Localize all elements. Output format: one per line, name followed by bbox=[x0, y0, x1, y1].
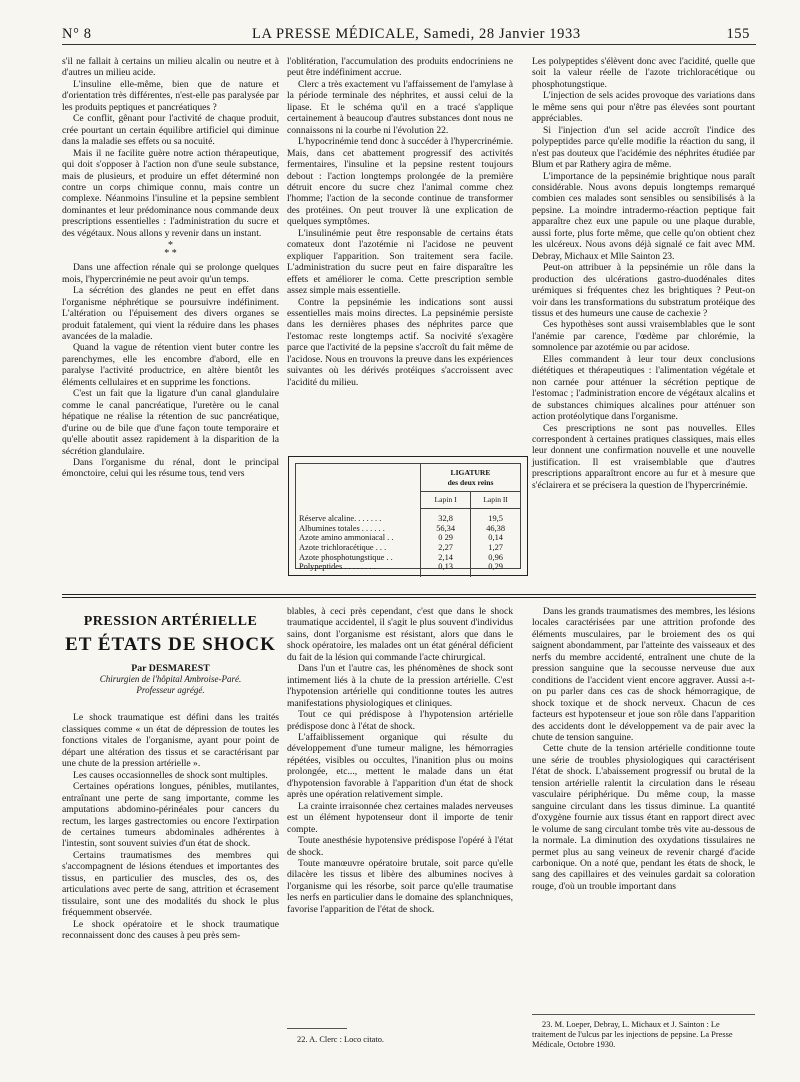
cell-value: 2,27 bbox=[421, 543, 471, 553]
article-author: Par DESMAREST bbox=[131, 663, 210, 674]
cell-value: 32,8 bbox=[421, 514, 471, 524]
paragraph: L'affaiblissement organique qui résulte du développement d'une tumeur maligne, les hémorragies répétées, visibles ou occultes, l'inanition plus ou moins prolongée, etc..., mettent le malade dans un état d'hypotension favorable à l'apparition d'un état de shock après une opération relativement simple. bbox=[287, 731, 513, 801]
paragraph: Si l'injection d'un sel acide accroît l'indice des polypeptides parce qu'elle modifie la réaction du sang, il n'est pas douteux que l'acidémie des néphrites étudiée par Blum et par Rathery agira de même. bbox=[532, 124, 755, 171]
column-header: Lapin II bbox=[471, 492, 520, 509]
row-label: Azote trichloracétique . . . bbox=[299, 543, 387, 553]
paragraph: C'est un fait que la ligature d'un canal glandulaire comme le canal pancréatique, l'uretère ou le canal hépatique ne réalise la rétention de suc pancréatique, d'urine ou de bile que d'une façon toute temporaire et qu'elle aboutit assez rapidement à la disparition de la sécrétion glandulaire. bbox=[62, 388, 279, 457]
row-label: Réserve alcaline. . . . . . . bbox=[299, 514, 382, 524]
paragraph: Quand la vague de rétention vient buter contre les parenchymes, elle les encombre d'abord, elle en paralyse l'activité productrice, en altère bientôt les éléments cellulaires et en supprime les fonctions. bbox=[62, 342, 279, 388]
top-column-1 bbox=[62, 56, 279, 480]
paragraph: blables, à ceci près cependant, c'est que dans le shock traumatique accidentel, il s'agit le plus souvent d'individus sains, dont l'organisme est résistant, alors que dans le shock opératoire, les malades ont un état général déficient du fait de la lésion qui commande l'acte chirurgical. bbox=[287, 606, 513, 663]
paragraph: Dans l'un et l'autre cas, les phénomènes de shock sont intimement liés à la chute de la pression artérielle. C'est l'hypotension artérielle qui conditionne toutes les autres manifestations physiologiques et cliniques. bbox=[287, 663, 513, 709]
table-row bbox=[296, 524, 520, 534]
table-row bbox=[296, 553, 520, 563]
cell-value: 46,38 bbox=[471, 524, 520, 534]
footnote-rule bbox=[532, 1014, 755, 1015]
footnote-23: 23. M. Loeper, Debray, L. Michaux et J. Sainton : Le traitement de l'ulcus par les injections de pepsine. La Presse Médicale, Octobre 1930. bbox=[532, 1020, 733, 1049]
paragraph: Tout ce qui prédispose à l'hypotension artérielle prédispose donc à l'état de shock. bbox=[287, 709, 513, 732]
row-label: Azote amino ammoniacal . . bbox=[299, 533, 394, 543]
paragraph: Toute anesthésie hypotensive prédispose l'opéré à l'état de shock. bbox=[287, 835, 513, 858]
paragraph: Cette chute de la tension artérielle conditionne toute une série de troubles physiologiques qui caractérisent l'état de shock. L'abaissement progressif ou brutal de la tension artérielle ralentit la circulation dans le réseau vasculaire périphérique. Du même coup, la masse sanguine circulant dans les tissus diminue. La quantité d'oxygène fournie aux tissus étant en rapport direct avec le volume de sang circulant tombe très vite au-dessous de la normale. La diminution des oxydations tissulaires ne permet plus au sang veineux de revenir chargé d'acide carbonique. On a noté que, pendant les états de shock, le sang des capillaires et des veinules gardait sa coloration rouge, d'où un trouble important dans bbox=[532, 743, 755, 892]
paragraph: Les causes occasionnelles de shock sont multiples. bbox=[73, 769, 268, 781]
table-caption: LIGATURE des deux reins bbox=[421, 464, 521, 492]
cell-value: 56,34 bbox=[421, 524, 471, 534]
row-label: Azote phosphotungstique . . bbox=[299, 552, 393, 562]
paragraph: Certains traumatismes des membres qui s'accompagnent de lésions étendues et importantes des tissus, en particulier des muscles, des os, des articulations avec perte de sang, attrition et écrasement tissulaire, sont une des modalités du shock le plus fréquemment observée. bbox=[62, 849, 279, 919]
table-row bbox=[296, 514, 520, 524]
cell-value: 0,96 bbox=[471, 553, 520, 563]
paragraph: La crainte irraisonnée chez certaines malades nerveuses est un élément hypotenseur dont il importe de tenir compte. bbox=[287, 800, 513, 835]
article-title-line-1: PRESSION ARTÉRIELLE bbox=[83, 614, 258, 629]
paragraph: Le shock traumatique est défini dans les traités classiques comme « un état de dépression de toutes les fonctions vitales de l'organisme, ayant pour point de départ une altération des tissus et se caractérisant par une chute de la pression artérielle ». bbox=[62, 712, 279, 770]
table-row bbox=[296, 533, 520, 543]
bottom-column-1 bbox=[62, 610, 279, 942]
paragraph: L'injection de sels acides provoque des variations dans le même sens qui pour n'être pas élevées sont pourtant appréciables. bbox=[532, 90, 755, 125]
table-row bbox=[296, 562, 520, 572]
ligature-results-table bbox=[288, 456, 528, 576]
paragraph: L'importance de la pepsinémie brightique nous paraît considérable. Nous avons depuis longtemps remarqué combien ces malades sont sensibles ou sensibilisés à la pepsine. La moindre intradermo-réaction peptique fait apparaître chez eux une papule ou une plaque durable, aussi forte, plus forte même, que celle qu'on obtient chez les ulcéreux. Nous avons déjà signalé ce fait avec MM. Debray, Michaux et Mlle Sainton 23. bbox=[532, 170, 755, 262]
section-divider bbox=[62, 594, 756, 595]
cell-value: 19,5 bbox=[471, 514, 520, 524]
paragraph: l'oblitération, l'accumulation des produits endocriniens ne peut être indéfiniment accrue. bbox=[287, 56, 513, 79]
paragraph: L'insuline elle-même, bien que de nature et d'orientation très différentes, n'est-elle pas paralysée par les produits peptiques et pancréatiques ? bbox=[62, 78, 279, 113]
paragraph: Le shock opératoire et le shock traumatique reconnaissent donc des causes à peu près sem- bbox=[62, 918, 279, 942]
article-title-line-2: ET ÉTATS DE SHOCK bbox=[65, 634, 276, 655]
paragraph: Toute manœuvre opératoire brutale, soit parce qu'elle dilacère les tissus et libère des albumines nocives à l'organisme qui les résorbe, soit parce qu'elle traumatise les nerfs en particulier dans le domaine des splanchniques, favorise l'apparition de l'état de shock. bbox=[287, 857, 513, 915]
paragraph: Dans l'organisme du rénal, dont le principal émonctoire, celui qui les résume tous, tend vers bbox=[62, 456, 279, 480]
paragraph: Les polypeptides s'élèvent donc avec l'acidité, quelle que soit la valeur réelle de l'azote trichloracétique ou phosphotungstique. bbox=[532, 56, 755, 90]
paragraph: Mais il ne facilite guère notre action thérapeutique, qui doit s'opposer à l'action non d'une seule substance, mais de plusieurs, et produire un effet déterminé non contre un corps chimique connu, mais contre un complexe. Néanmoins l'insuline et la pepsine semblent dominantes et leur prédominance nous commande deux prescriptions essentielles : l'administration du sucre et des végétaux. Nous allons y revenir dans un instant. bbox=[62, 147, 279, 239]
author-affiliation: Chirurgien de l'hôpital Ambroise-Paré. Professeur agrégé. bbox=[99, 674, 242, 696]
paragraph: Dans une affection rénale qui se prolonge quelques mois, l'hypercrinémie ne peut avoir qu'un temps. bbox=[62, 262, 279, 285]
cell-value: 0,14 bbox=[471, 533, 520, 543]
bottom-column-2 bbox=[287, 606, 513, 915]
journal-title: LA PRESSE MÉDICALE, Samedi, 28 Janvier 1933 bbox=[252, 26, 581, 42]
section-separator-stars: * * * bbox=[164, 240, 177, 260]
section-divider bbox=[62, 597, 756, 598]
paragraph: s'il ne fallait à certains un milieu alcalin ou neutre et à d'autres un milieu acide. bbox=[62, 56, 279, 79]
paragraph: Contre la pepsinémie les indications sont aussi essentielles mais moins directes. La pepsinémie persiste dans les dernières phases des néphrites parce que l'estomac reste longtemps actif. Sa nocivité s'exagère parce que l'activité de la pepsine s'accroît du fait même de l'acidose. Nous en trouvons la preuve dans les expériences suivantes où les dérivés protéiques s'accroissent avec l'acidité du milieu. bbox=[287, 296, 513, 388]
bottom-column-3 bbox=[532, 606, 755, 892]
cell-value: 0,29 bbox=[471, 562, 520, 572]
paragraph: Ce conflit, gênant pour l'activité de chaque produit, crée pourtant un certain équilibre artificiel qui diminue dans la maladie ses effets ou sa nocuité. bbox=[62, 113, 279, 148]
paragraph: Dans les grands traumatismes des membres, les lésions locales caractérisées par une attrition profonde des éléments musculaires, par le broiement des os qui saignent abondamment, par l'atteinte des vaisseaux et des nerfs du membre accidenté, entraînent une chute de la pression sanguine que la secousse nerveuse due aux conditions de l'accident vient encore aggraver. Aussi a-t-on pu parler dans ces cas de shock hémorragique, de shock toxique et de shock nerveux. Chacun de ces facteurs est hypotenseur et joue son rôle dans l'apparition des accidents dont le développement va de pair avec la chute de tension sanguine. bbox=[532, 606, 755, 743]
paragraph: Elles commandent à leur tour deux conclusions diététiques et thérapeutiques : l'alimentation végétale et non carnée pour atténuer la sécrétion peptique de l'estomac ; l'administration encore de végétaux alcalins et de substances chimiques alcalines pour atténuer son action protéolytique dans l'organisme. bbox=[532, 353, 755, 423]
page-number: 155 bbox=[726, 26, 750, 42]
paragraph: L'hypocrinémie tend donc à succéder à l'hypercrinémie. Mais, dans cet abattement progressif des activités fermentaires, l'insuline et la pepsine restent toujours debout : l'action longtemps prolongée de la première détruit encore du sucre chez l'animal comme chez l'homme; l'action de la seconde continue de transformer des protéines. On peut trouver là une explication de quelques symptômes. bbox=[287, 136, 513, 228]
paragraph: Clerc a très exactement vu l'affaissement de l'amylase à la période terminale des néphrites, et aussi celui de la lipase. Et le schéma qu'il en a tracé s'applique certainement à beaucoup d'autres substances dont nous ne connaissons ni la courbe ni l'évolution 22. bbox=[287, 78, 513, 136]
paragraph: L'insulinémie peut être responsable de certains états comateux dont l'azotémie ni l'acidose ne peuvent expliquer l'apparition. Son traitement sera facile. L'administration du sucre peut en faire disparaître les effets et améliorer le coma. Cette prescription semble assez simple mais essentielle. bbox=[287, 227, 513, 297]
top-column-2 bbox=[287, 56, 513, 388]
issue-number: N° 8 bbox=[62, 26, 92, 42]
cell-value: 0,13 bbox=[421, 562, 471, 572]
page-header bbox=[62, 22, 756, 45]
cell-value: 0 29 bbox=[421, 533, 471, 543]
top-column-3 bbox=[532, 56, 755, 491]
paragraph: Peut-on attribuer à la pepsinémie un rôle dans la production des ulcérations gastro-duodénales dites urémiques si fréquentes chez les brightiques ? Peut-on voir dans les transformations du substratum protéique des tissus et des humeurs une cause de cachexie ? bbox=[532, 262, 755, 319]
paragraph: La sécrétion des glandes ne peut en effet dans l'organisme néphrétique se poursuivre indéfiniment. L'altération ou l'épuisement des divers organes se produit fatalement, qui vient la réduire dans les phases avancées de la maladie. bbox=[62, 285, 279, 342]
cell-value: 2,14 bbox=[421, 553, 471, 563]
paragraph: Ces hypothèses sont aussi vraisemblables que le sont l'anémie par carence, l'œdème par chlorémie, la somnolence par azotémie ou par acidose. bbox=[532, 319, 755, 354]
footnote-rule bbox=[287, 1028, 347, 1029]
footnote-22: 22. A. Clerc : Loco citato. bbox=[297, 1035, 384, 1044]
row-label: Polypeptides . . . . . . . . bbox=[299, 562, 376, 572]
row-label: Albumines totales . . . . . . bbox=[299, 523, 385, 533]
column-header: Lapin I bbox=[421, 492, 471, 509]
cell-value: 1,27 bbox=[471, 543, 520, 553]
table-row bbox=[296, 543, 520, 553]
paragraph: Ces prescriptions ne sont pas nouvelles. Elles correspondent à certaines pratiques classiques, mais elles leur donnent une confirmation nouvelle et une nouvelle justification. Il est vraisemblable que d'autres prescriptions apparaîtront encore au fur et à mesure que s'éclairera et se précisera la question de l'hypercrinémie. bbox=[532, 422, 755, 491]
paragraph: Certaines opérations longues, pénibles, mutilantes, entraînant une perte de sang importante, comme les amputations abdomino-périnéales pour cancers du rectum, les larges gastrectomies ou encore l'extirpation de certaines tumeurs abdominales adhérentes à l'intestin, sont souvent suivies d'un état de shock. bbox=[62, 781, 279, 850]
